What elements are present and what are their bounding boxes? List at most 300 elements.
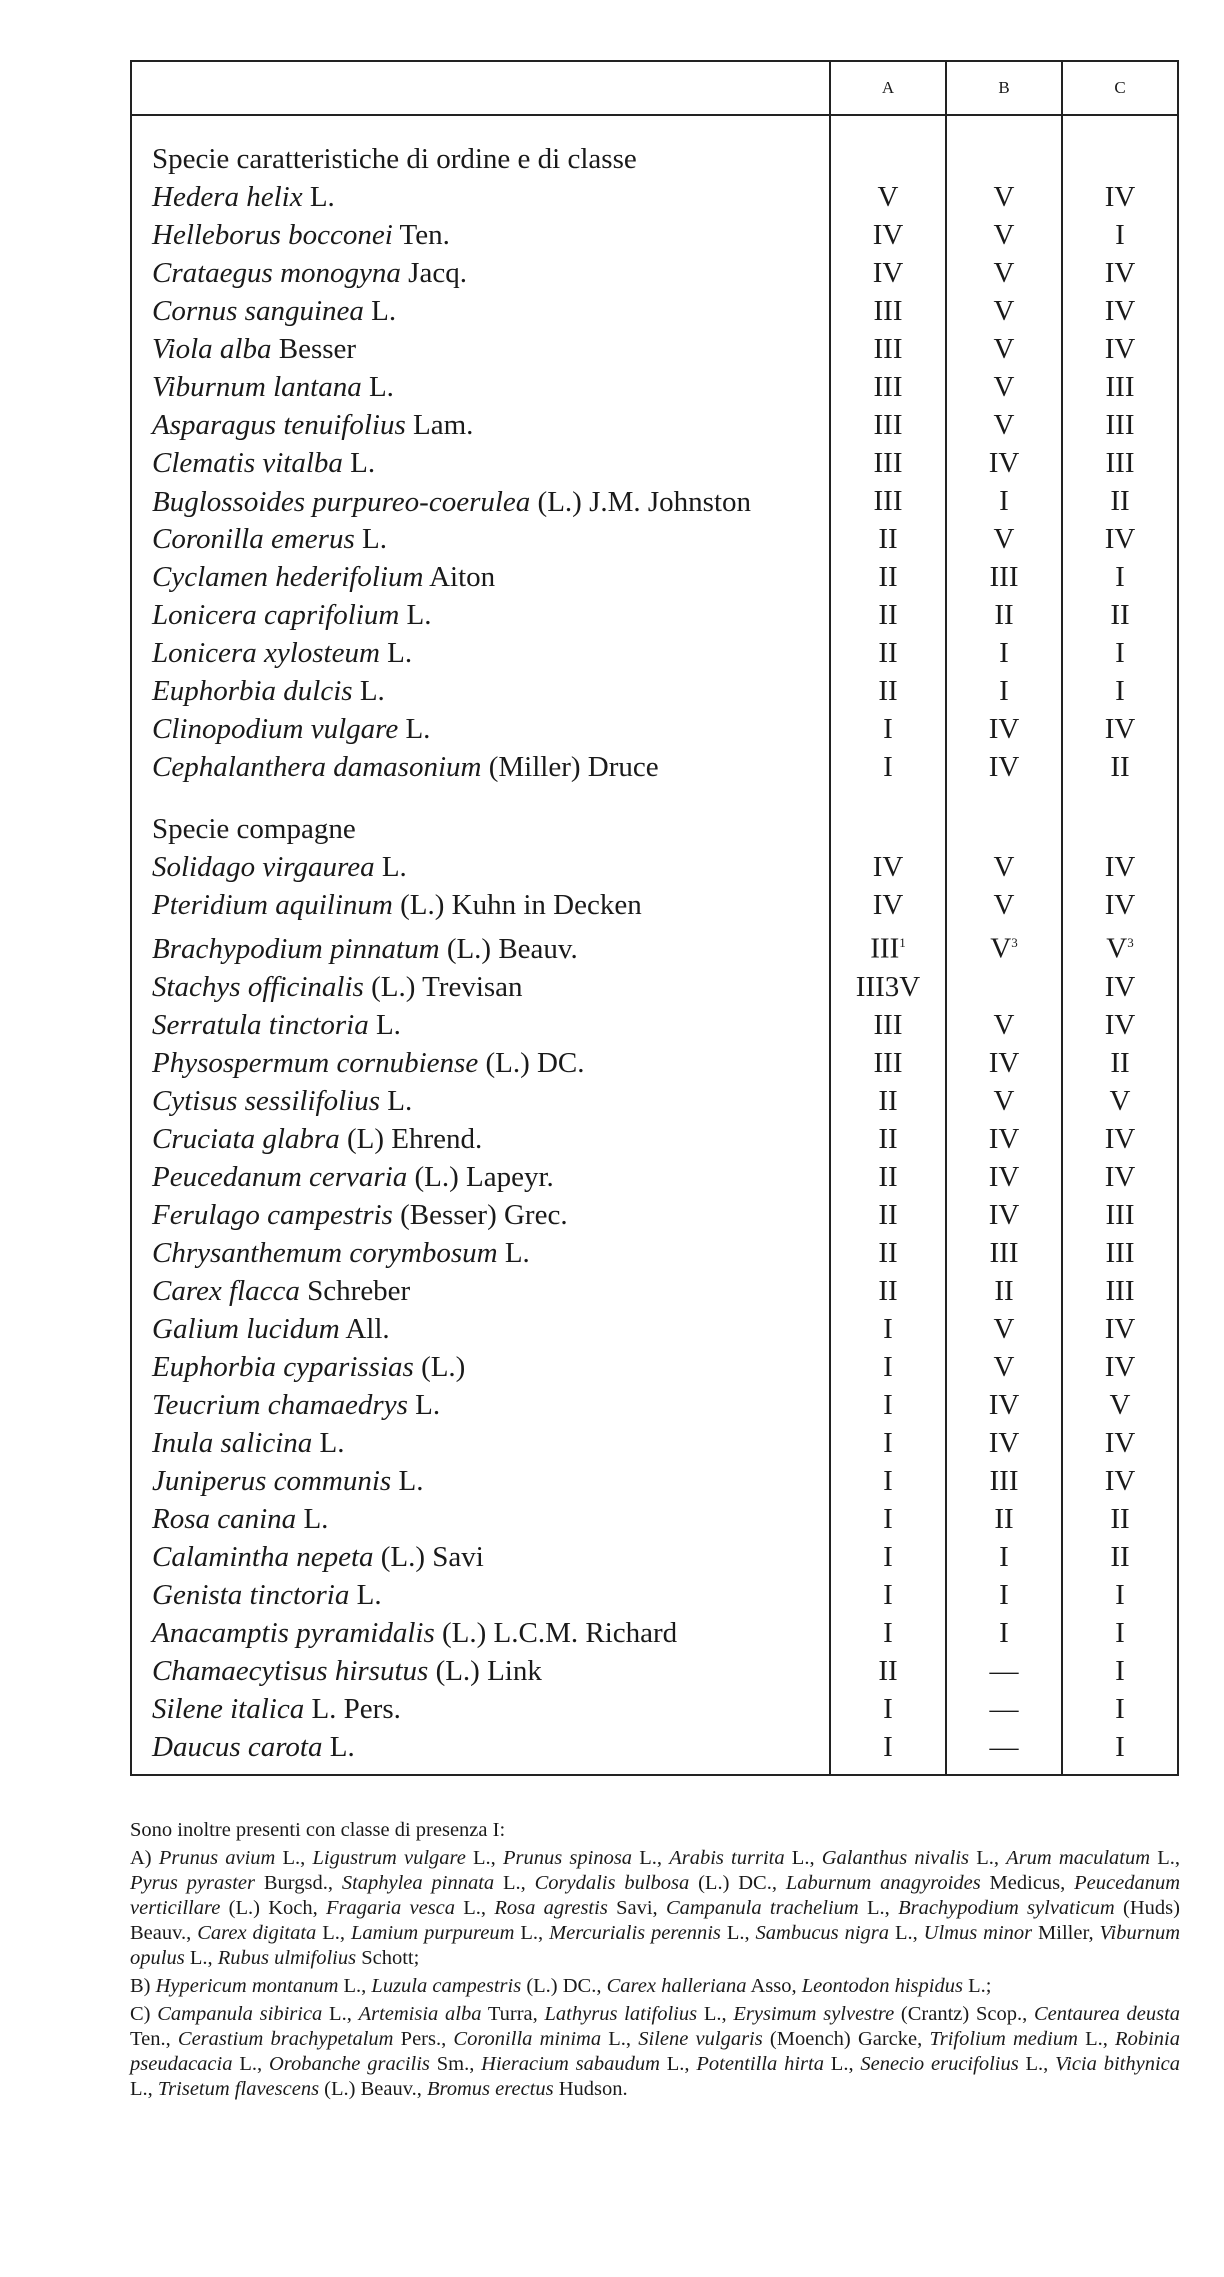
footnote-intro: Sono inoltre presenti con classe di presenza I: [130, 1819, 506, 1841]
species-name: Euphorbia dulcis [152, 675, 353, 707]
table-row [131, 1082, 1178, 1120]
table-row [131, 848, 1178, 886]
presence-class: — [989, 1654, 1019, 1687]
footnote-text: L., [889, 1922, 924, 1944]
presence-class: V [993, 889, 1015, 921]
species-cell [131, 886, 830, 924]
presence-class: II [878, 1084, 898, 1117]
presence-class: IV [1104, 181, 1136, 213]
presence-cell-a [830, 924, 946, 968]
table-row [131, 254, 1178, 292]
footnote-text: A) [130, 1847, 159, 1869]
presence-class: II [1110, 599, 1130, 631]
column-header-c: C [1062, 61, 1178, 115]
table-row [131, 634, 1178, 672]
species-cell [131, 1500, 830, 1538]
presence-cell-c [1062, 1006, 1178, 1044]
empty-cell [946, 115, 1062, 178]
table-body [131, 115, 1178, 1775]
presence-class: II [878, 1236, 898, 1269]
presence-cell-c [1062, 1614, 1178, 1652]
presence-class: III [1105, 1236, 1135, 1269]
presence-cell-a [830, 968, 946, 1006]
presence-cell-c [1062, 1462, 1178, 1500]
species-cell [131, 178, 830, 216]
presence-cell-a [830, 330, 946, 368]
table-row [131, 1044, 1178, 1082]
footnote-group-b [130, 1974, 1180, 1999]
presence-cell-a [830, 216, 946, 254]
species-name: Lonicera caprifolium [152, 599, 400, 631]
presence-class: II [1110, 1502, 1130, 1535]
species-cell [131, 924, 830, 968]
footnote-text: L., [1018, 2053, 1056, 2075]
footnote-text: (L.) DC., [521, 1975, 607, 1997]
presence-class: III [1105, 371, 1135, 403]
presence-cell-c [1062, 1576, 1178, 1614]
footnote-species: Arabis turrita [669, 1847, 785, 1869]
presence-class: III [870, 932, 900, 965]
footnote-text: (L.) Beauv., [319, 2078, 428, 2100]
species-cell [131, 1538, 830, 1576]
footnote-species: Staphylea pinnata [341, 1872, 495, 1894]
presence-class: V [993, 1350, 1015, 1383]
presence-class: — [989, 1692, 1019, 1725]
presence-class: IV [1104, 889, 1136, 921]
footnote-text: L., [130, 2078, 158, 2100]
species-name: Ferulago campestris [152, 1198, 393, 1231]
section-heading: Specie compagne [131, 786, 830, 848]
species-authority: (L.) Lapeyr. [414, 1160, 554, 1193]
species-cell [131, 1462, 830, 1500]
presence-class: IV [988, 1388, 1020, 1421]
species-cell [131, 1386, 830, 1424]
presence-class: II [878, 599, 898, 631]
footnote-group-c [130, 2002, 1180, 2102]
footnote-species: Corydalis bulbosa [534, 1872, 690, 1894]
presence-cell-b [946, 634, 1062, 672]
presence-cell-c [1062, 596, 1178, 634]
presence-cell-c [1062, 1690, 1178, 1728]
presence-class: V [993, 257, 1015, 289]
footnote-species: Peucedanum verticillare [130, 1872, 1180, 1919]
presence-class: I [1115, 637, 1125, 669]
presence-class: V [993, 371, 1015, 403]
presence-class: I [883, 1464, 893, 1497]
species-name: Anacamptis pyramidalis [152, 1616, 435, 1649]
footnote-species: Campanula trachelium [665, 1897, 859, 1919]
footnote-species: Cerastium brachypetalum [177, 2028, 394, 2050]
presence-cell-b [946, 216, 1062, 254]
presence-cell-b [946, 924, 1062, 968]
species-name: Crataegus monogyna [152, 257, 401, 289]
presence-cell-a [830, 1082, 946, 1120]
footnote-species: Robinia pseudacacia [130, 2028, 1180, 2075]
footnote-species: Campanula sibirica [157, 2003, 323, 2025]
presence-cell-a [830, 1500, 946, 1538]
footnote-species: Trifolium medium [929, 2028, 1078, 2050]
presence-class: V [993, 219, 1015, 251]
presence-class: III [1105, 447, 1135, 479]
presence-class: III [873, 1008, 903, 1041]
footnote-text: L., [632, 1847, 670, 1869]
cover-index: 1 [899, 935, 906, 950]
footnote-text: L., [1077, 2028, 1116, 2050]
species-authority: Lam. [413, 409, 474, 441]
species-name: Galium lucidum [152, 1312, 340, 1345]
presence-cell-b [946, 848, 1062, 886]
cover-index: 3 [1127, 935, 1134, 950]
empty-cell [1062, 786, 1178, 848]
footnote-species: Arum maculatum [1006, 1847, 1151, 1869]
species-authority: (L.) Link [435, 1654, 542, 1687]
presence-cell-c [1062, 1310, 1178, 1348]
species-name: Buglossoides purpureo-coerulea [152, 486, 531, 518]
presence-class: IV [988, 1198, 1020, 1231]
presence-cell-c [1062, 748, 1178, 786]
empty-cell [830, 115, 946, 178]
footnote-species: Leontodon hispidus [801, 1975, 963, 1997]
presence-class: II [1110, 485, 1130, 517]
footnote-text: Turra, [481, 2003, 545, 2025]
species-name: Cruciata glabra [152, 1122, 340, 1155]
presence-cell-b [946, 482, 1062, 520]
presence-class: III [873, 409, 903, 441]
footnote-text: (Crantz) Scop., [894, 2003, 1034, 2025]
table-row [131, 1652, 1178, 1690]
presence-class: III [989, 1464, 1019, 1497]
presence-cell-b [946, 368, 1062, 406]
footnote-species: Potentilla hirta [696, 2053, 824, 2075]
footnote-species: Prunus spinosa [502, 1847, 633, 1869]
presence-class: IV [988, 1426, 1020, 1459]
presence-cell-c [1062, 886, 1178, 924]
species-authority: (Miller) Druce [488, 751, 659, 783]
footnote-text: Asso, [746, 1975, 802, 1997]
presence-class: I [883, 1730, 893, 1763]
species-name: Stachys officinalis [152, 970, 364, 1003]
footnote-text: Medicus, [980, 1872, 1075, 1894]
presence-cell-b [946, 1196, 1062, 1234]
presence-cell-a [830, 406, 946, 444]
presence-cell-c [1062, 848, 1178, 886]
species-cell [131, 1272, 830, 1310]
table-row [131, 1310, 1178, 1348]
footnote-text: L., [784, 1847, 822, 1869]
presence-class: III [989, 561, 1019, 593]
species-name: Helleborus bocconei [152, 219, 393, 251]
presence-cell-a [830, 1234, 946, 1272]
presence-class: I [1115, 1730, 1125, 1763]
species-authority: (Besser) Grec. [400, 1198, 568, 1231]
presence-class: IV [988, 713, 1020, 745]
presence-cell-c [1062, 1348, 1178, 1386]
species-authority: (L.) L.C.M. Richard [442, 1616, 678, 1649]
footnote-text: Savi, [607, 1897, 666, 1919]
presence-cell-c [1062, 520, 1178, 558]
species-cell [131, 748, 830, 786]
presence-cell-a [830, 634, 946, 672]
species-authority: L. [361, 523, 387, 555]
table-row [131, 672, 1178, 710]
species-name: Peucedanum cervaria [152, 1160, 408, 1193]
table-row [131, 1576, 1178, 1614]
presence-class: I [883, 1540, 893, 1573]
presence-class: III [1105, 1274, 1135, 1307]
species-name: Viburnum lantana [152, 371, 362, 403]
presence-class: IV [988, 751, 1020, 783]
species-name: Cephalanthera damasonium [152, 751, 482, 783]
species-name: Carex flacca [152, 1274, 300, 1307]
species-name: Coronilla emerus [152, 523, 355, 555]
table-row [131, 406, 1178, 444]
species-cell [131, 634, 830, 672]
footnote-text: L.; [962, 1975, 992, 1997]
table-row [131, 520, 1178, 558]
presence-class: I [883, 1692, 893, 1725]
footnote-text: L., [338, 1975, 372, 1997]
presence-cell-c [1062, 1538, 1178, 1576]
footnote-species: Prunus avium [158, 1847, 276, 1869]
species-authority: L. [329, 1730, 355, 1763]
species-name: Juniperus communis [152, 1464, 392, 1497]
species-cell [131, 482, 830, 520]
presence-class: I [999, 1616, 1009, 1649]
presence-cell-c [1062, 292, 1178, 330]
species-cell [131, 1576, 830, 1614]
footnote-text: B) [130, 1975, 156, 1997]
table-row [131, 1614, 1178, 1652]
presence-cell-b [946, 1500, 1062, 1538]
footnote-species: Carex halleriana [606, 1975, 747, 1997]
table-row [131, 924, 1178, 968]
presence-class: II [994, 1274, 1014, 1307]
footnote-species: Senecio erucifolius [860, 2053, 1019, 2075]
presence-cell-c [1062, 710, 1178, 748]
footnote-species: Laburnum anagyroides [785, 1872, 981, 1894]
species-name: Asparagus tenuifolius [152, 409, 406, 441]
presence-class: I [1115, 1616, 1125, 1649]
presence-cell-a [830, 368, 946, 406]
species-cell [131, 1234, 830, 1272]
species-authority: L. [415, 1388, 441, 1421]
presence-cell-b [946, 1462, 1062, 1500]
presence-cell-a [830, 1424, 946, 1462]
presence-cell-b [946, 710, 1062, 748]
presence-class: IV [1104, 1008, 1136, 1041]
table-row [131, 1006, 1178, 1044]
footnote-text: L., [455, 1897, 495, 1919]
presence-class: III [1105, 409, 1135, 441]
species-name: Chrysanthemum corymbosum [152, 1236, 498, 1269]
footnote-text: L., [823, 2053, 861, 2075]
table-row [131, 596, 1178, 634]
footnote-text: Schott; [356, 1947, 420, 1969]
species-name: Serratula tinctoria [152, 1008, 369, 1041]
presence-class: IV [1104, 1426, 1136, 1459]
presence-class: II [878, 1160, 898, 1193]
species-name: Lonicera xylosteum [152, 637, 380, 669]
presence-cell-b [946, 558, 1062, 596]
species-cell [131, 968, 830, 1006]
presence-cell-b [946, 1728, 1062, 1775]
species-authority: (L.) Savi [380, 1540, 484, 1573]
presence-cell-b [946, 444, 1062, 482]
table-row [131, 748, 1178, 786]
presence-cell-a [830, 1690, 946, 1728]
footnote-text: L., [494, 1872, 535, 1894]
presence-cell-a [830, 1652, 946, 1690]
species-name: Rosa canina [152, 1502, 297, 1535]
presence-class: II [878, 1198, 898, 1231]
presence-cell-b [946, 1576, 1062, 1614]
footnote-species: Viburnum opulus [130, 1922, 1181, 1969]
presence-cell-c [1062, 968, 1178, 1006]
presence-class: V [993, 1008, 1015, 1041]
species-authority: L. [356, 1578, 382, 1611]
presence-cell-b [946, 1234, 1062, 1272]
species-authority: (L.) Kuhn in Decken [400, 889, 642, 921]
species-cell [131, 254, 830, 292]
presence-class: IV [1104, 1122, 1136, 1155]
presence-class: II [1110, 1540, 1130, 1573]
species-name: Euphorbia cyparissias [152, 1350, 414, 1383]
presence-cell-a [830, 1006, 946, 1044]
species-name: Daucus carota [152, 1730, 323, 1763]
presence-cell-b [946, 1538, 1062, 1576]
presence-class: IV [988, 447, 1020, 479]
presence-class: II [1110, 1046, 1130, 1079]
footnote-text: (Moench) Garcke, [762, 2028, 930, 2050]
presence-cell-a [830, 710, 946, 748]
presence-class: V [877, 181, 899, 213]
presence-class: IV [1104, 295, 1136, 327]
empty-cell [1062, 115, 1178, 178]
section-heading-row [131, 786, 1178, 848]
species-name: Calamintha nepeta [152, 1540, 374, 1573]
species-authority: (L.) [421, 1350, 466, 1383]
presence-cell-b [946, 254, 1062, 292]
footnote-text: (Huds) Beauv., [130, 1897, 1180, 1944]
presence-cell-a [830, 848, 946, 886]
presence-class: I [883, 1350, 893, 1383]
table-row [131, 1348, 1178, 1386]
presence-class: IV [1104, 523, 1136, 555]
footnote-text: L., [232, 2053, 269, 2075]
presence-cell-b [946, 406, 1062, 444]
presence-class: III3V [855, 970, 921, 1003]
footnote-species: Hypericum montanum [155, 1975, 339, 1997]
species-authority: (L.) DC. [485, 1046, 585, 1079]
presence-class: III [873, 447, 903, 479]
species-authority: Besser [278, 333, 357, 365]
presence-cell-c [1062, 444, 1178, 482]
presence-class: V [1109, 1388, 1131, 1421]
species-cell [131, 1348, 830, 1386]
cover-index: 3 [1011, 935, 1018, 950]
species-authority: Jacq. [408, 257, 467, 289]
footnote-species: Ulmus minor [923, 1922, 1033, 1944]
species-authority: L. [405, 713, 431, 745]
table-row [131, 1196, 1178, 1234]
presence-cell-a [830, 558, 946, 596]
species-name: Physospermum cornubiense [152, 1046, 479, 1079]
presence-class: IV [872, 257, 904, 289]
species-name: Solidago virgaurea [152, 851, 375, 883]
presence-cell-a [830, 1120, 946, 1158]
species-cell [131, 292, 830, 330]
presence-class: I [999, 675, 1009, 707]
presence-class: V [993, 333, 1015, 365]
presence-class: II [994, 599, 1014, 631]
species-authority: L. [375, 1008, 401, 1041]
presence-cell-b [946, 886, 1062, 924]
table-row [131, 292, 1178, 330]
presence-cell-b [946, 672, 1062, 710]
footnote-text: L., [275, 1847, 313, 1869]
footnote-species: Lathyrus latifolius [544, 2003, 698, 2025]
footnote-text: L., [316, 1922, 351, 1944]
footnote-species: Galanthus nivalis [821, 1847, 970, 1869]
presence-class: II [1110, 751, 1130, 783]
footnote-text: Pers., [393, 2028, 454, 2050]
footnote-species: Orobanche gracilis [268, 2053, 430, 2075]
presence-cell-a [830, 1386, 946, 1424]
footnote-text: C) [130, 2003, 158, 2025]
presence-cell-b [946, 330, 1062, 368]
species-cell [131, 1614, 830, 1652]
presence-cell-c [1062, 368, 1178, 406]
presence-cell-c [1062, 216, 1178, 254]
footnote-species: Silene vulgaris [638, 2028, 763, 2050]
presence-cell-b [946, 1120, 1062, 1158]
presence-class: II [878, 1654, 898, 1687]
species-name: Inula salicina [152, 1426, 313, 1459]
presence-cell-a [830, 1158, 946, 1196]
table-row [131, 968, 1178, 1006]
presence-cell-a [830, 1576, 946, 1614]
section-heading-row [131, 115, 1178, 178]
species-authority: L. [303, 1502, 329, 1535]
species-cell [131, 1196, 830, 1234]
presence-class: IV [1104, 851, 1136, 883]
presence-class: V [993, 1312, 1015, 1345]
footnotes [130, 1818, 1180, 2105]
footnote-text: L., [1150, 1847, 1180, 1869]
presence-class: II [878, 675, 898, 707]
presence-class: II [878, 1122, 898, 1155]
presence-class: III [873, 485, 903, 517]
presence-cell-a [830, 1614, 946, 1652]
species-authority: (L.) Beauv. [446, 932, 578, 965]
presence-cell-b [946, 178, 1062, 216]
footnote-text: L., [322, 2003, 359, 2025]
presence-cell-a [830, 1196, 946, 1234]
species-cell [131, 216, 830, 254]
presence-cell-c [1062, 1500, 1178, 1538]
presence-cell-a [830, 886, 946, 924]
species-authority: L. [381, 851, 407, 883]
presence-cell-b [946, 1386, 1062, 1424]
species-name: Genista tinctoria [152, 1578, 350, 1611]
species-authority: L. [406, 599, 432, 631]
species-cell [131, 1690, 830, 1728]
presence-class: II [878, 523, 898, 555]
species-cell [131, 1728, 830, 1775]
presence-class: I [883, 713, 893, 745]
presence-cell-a [830, 178, 946, 216]
species-cell [131, 520, 830, 558]
